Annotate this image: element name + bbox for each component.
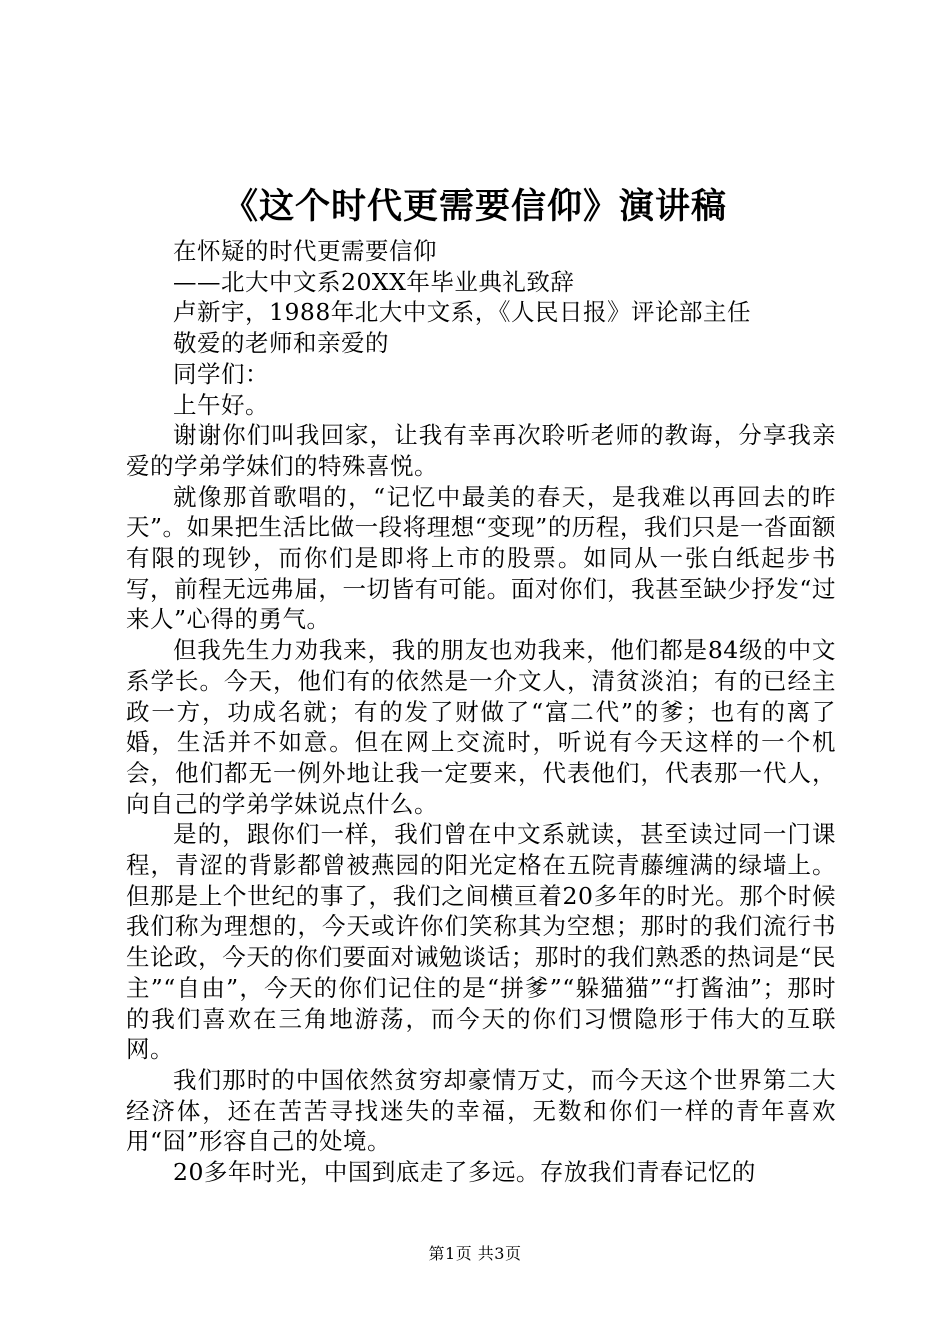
body-paragraph: 是的，跟你们一样，我们曾在中文系就读，甚至读过同一门课程，青涩的背影都曾被燕园的阳光定格在五院青藤缠满的绿墙上。但那是上个世纪的事了，我们之间横亘着20多年的时光。那个时候我们称为理想的，今天或许你们笑称其为空想；那时的我们流行书生论政，今天的你们要面对诫勉谈话；那时的我们熟悉的热词是“民主”“自由”，今天的你们记住的是“拼爹”“躲猫猫”“打酱油”；那时的我们喜欢在三角地游荡，而今天的你们习惯隐形于伟大的互联网。 <box>126 820 836 1064</box>
salutation-line: 同学们： <box>173 359 269 388</box>
document-body <box>126 236 836 1188</box>
salutation-line: 敬爱的老师和亲爱的 <box>173 329 389 358</box>
occasion-line: ——北大中文系20XX年毕业典礼致辞 <box>173 267 575 296</box>
body-paragraph: 谢谢你们叫我回家，让我有幸再次聆听老师的教诲，分享我亲爱的学弟学妹们的特殊喜悦。 <box>126 421 836 480</box>
document-title: 《这个时代更需要信仰》演讲稿 <box>222 186 727 227</box>
body-paragraph: 但我先生力劝我来，我的朋友也劝我来，他们都是84级的中文系学长。今天，他们有的依然是一介文人，清贫淡泊；有的已经主政一方，功成名就；有的发了财做了“富二代”的爹；也有的离了婚，生活并不如意。但在网上交流时，听说有今天这样的一个机会，他们都无一例外地让我一定要来，代表他们，代表那一代人，向自己的学弟学妹说点什么。 <box>126 636 836 818</box>
subtitle-line: 在怀疑的时代更需要信仰 <box>173 237 437 265</box>
body-paragraph: 20多年时光，中国到底走了多远。存放我们青春记忆的 <box>173 1158 756 1187</box>
body-paragraph: 我们那时的中国依然贫穷却豪情万丈，而今天这个世界第二大经济体，还在苦苦寻找迷失的幸福，无数和你们一样的青年喜欢用“囧”形容自己的处境。 <box>126 1065 836 1156</box>
author-line: 卢新宇，1988年北大中文系，《人民日报》评论部主任 <box>173 298 752 327</box>
greeting-line: 上午好。 <box>173 390 269 419</box>
body-paragraph: 就像那首歌唱的，“记忆中最美的春天，是我难以再回去的昨天”。如果把生活比做一段将理想“变现”的历程，我们只是一沓面额有限的现钞，而你们是即将上市的股票。如同从一张白纸起步书写，前程无远弗届，一切皆有可能。面对你们，我甚至缺少抒发“过来人”心得的勇气。 <box>126 482 836 634</box>
page-footer: 第1页 共3页 <box>428 1244 522 1263</box>
